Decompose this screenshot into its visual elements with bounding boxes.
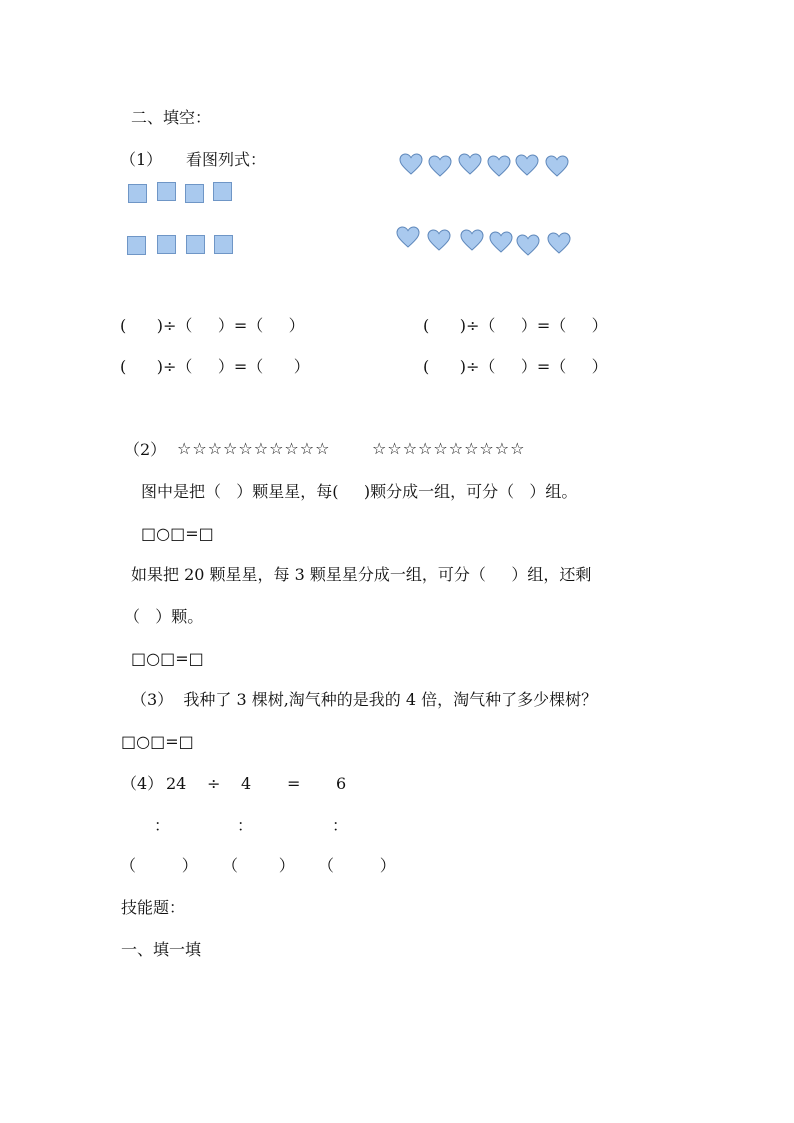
heart-icon — [545, 155, 569, 177]
q4-label: （4） — [121, 774, 164, 793]
q4-colon: ： — [237, 816, 254, 835]
fill-title: 一、填一填 — [121, 940, 202, 959]
equation-blank-row: ( )÷（ ）=（ ） — [120, 357, 310, 376]
heart-icon — [489, 231, 513, 253]
q4-equals: = — [287, 774, 301, 793]
q4-dividend: 24 — [166, 774, 187, 793]
star-row-left: ☆☆☆☆☆☆☆☆☆☆ — [177, 439, 331, 458]
heart-icon — [516, 234, 540, 256]
q4-colon: ： — [154, 816, 171, 835]
equation-blank-row: ( )÷（ ）=（ ） — [423, 316, 608, 335]
q4-divisor: 4 — [241, 774, 252, 793]
equation-blank-row: ( )÷（ ）=（ ） — [423, 357, 608, 376]
q4-blank: （ ） — [222, 856, 295, 875]
q2-sentence-3: （ ）颗。 — [124, 607, 204, 626]
q3-question: （3） 我种了 3 棵树,淘气种的是我的 4 倍，淘气种了多少棵树？ — [131, 690, 598, 709]
square-shape — [128, 184, 147, 203]
q4-blank: （ ） — [120, 856, 198, 875]
q2-sentence-1: 图中是把（ ）颗星星，每( )颗分成一组，可分（ ）组。 — [141, 482, 578, 501]
equation-blank-row: ( )÷（ ）=（ ） — [120, 316, 305, 335]
q3-formula: □○□=□ — [121, 732, 194, 751]
q2-formula-2: □○□=□ — [131, 649, 204, 668]
q4-operator: ÷ — [207, 774, 221, 793]
star-row-right: ☆☆☆☆☆☆☆☆☆☆ — [372, 439, 526, 458]
heart-icon — [458, 153, 482, 175]
q2-formula-1: □○□=□ — [141, 524, 214, 543]
skill-title: 技能题： — [121, 898, 186, 917]
heart-icon — [428, 155, 452, 177]
square-shape — [185, 184, 204, 203]
q1-label: （1） — [120, 150, 163, 169]
square-shape — [157, 235, 176, 254]
square-shape — [214, 235, 233, 254]
heart-icon — [460, 229, 484, 251]
section-title: 二、填空： — [131, 108, 212, 127]
q4-blank: （ ） — [318, 856, 396, 875]
heart-icon — [427, 229, 451, 251]
square-shape — [213, 182, 232, 201]
q1-title: 看图列式： — [186, 150, 267, 169]
q2-label: （2） — [124, 440, 167, 459]
q4-colon: ： — [332, 816, 349, 835]
square-shape — [157, 182, 176, 201]
heart-icon — [547, 232, 571, 254]
heart-icon — [396, 226, 420, 248]
heart-icon — [399, 153, 423, 175]
heart-icon — [515, 154, 539, 176]
square-shape — [186, 235, 205, 254]
square-shape — [127, 236, 146, 255]
heart-icon — [487, 155, 511, 177]
q4-quotient: 6 — [336, 774, 347, 793]
q2-sentence-2: 如果把 20 颗星星，每 3 颗星星分成一组，可分（ ）组，还剩 — [131, 565, 592, 584]
